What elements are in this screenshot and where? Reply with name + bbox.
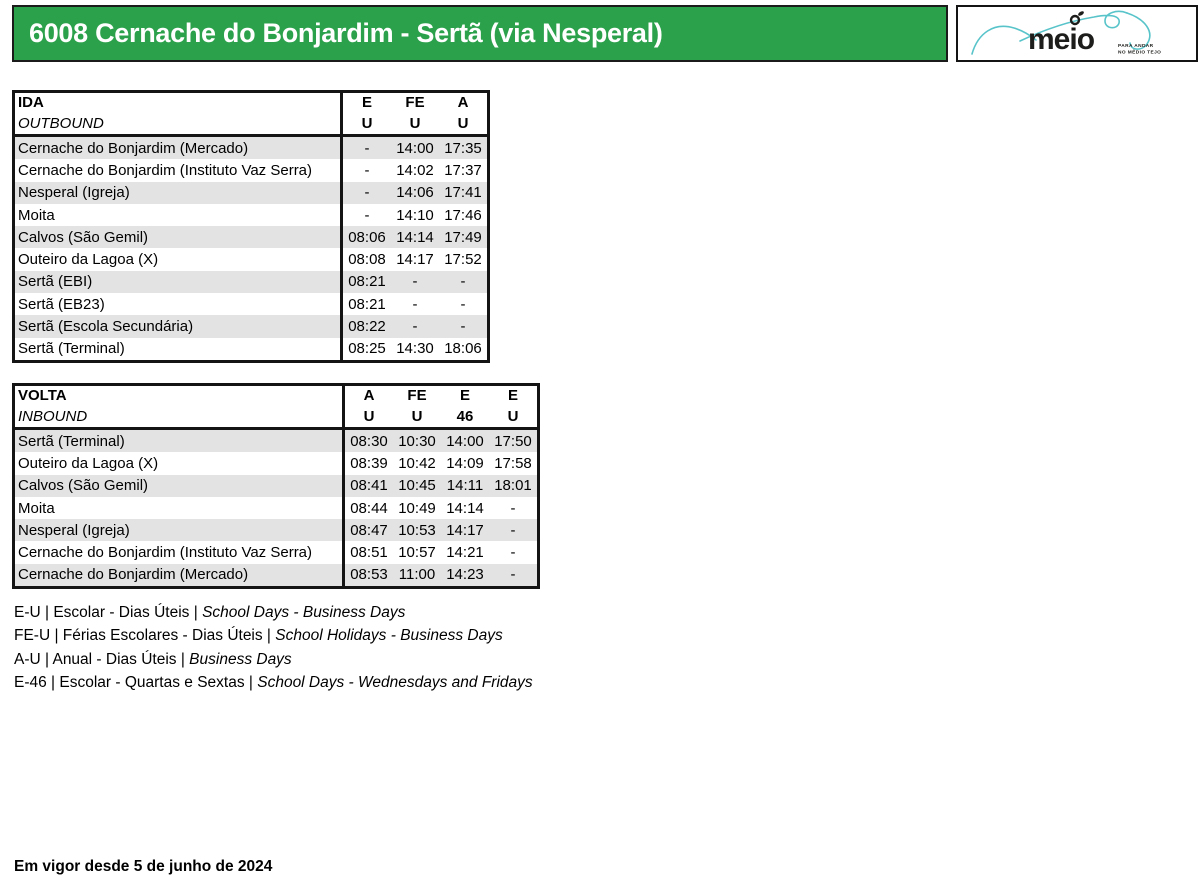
timetable-row <box>15 338 487 360</box>
time-cell: 17:46 <box>444 206 482 224</box>
timetable-row <box>15 541 537 563</box>
time-cell: 17:52 <box>444 251 482 269</box>
stop-name-cell: Cernache do Bonjardim (Mercado) <box>15 137 343 159</box>
time-cell: 10:57 <box>398 544 436 562</box>
time-cell: 17:50 <box>494 432 532 450</box>
timetable-row <box>15 159 487 181</box>
timetable-row <box>15 182 487 204</box>
service-code-cell: A U <box>363 387 375 425</box>
outbound-subtitle: OUTBOUND <box>18 114 104 132</box>
stop-name-cell: Calvos (São Gemil) <box>15 475 345 497</box>
timetable-row <box>15 271 487 293</box>
meio-logo-icon <box>958 7 1196 60</box>
time-cell: 18:01 <box>494 477 532 495</box>
time-cell: 10:42 <box>398 454 436 472</box>
stop-name-cell: Sertã (Terminal) <box>15 338 343 360</box>
legend-line <box>14 624 533 647</box>
stop-name-cell: Outeiro da Lagoa (X) <box>15 452 345 474</box>
time-cell: 17:49 <box>444 228 482 246</box>
service-code-cell: FE U <box>407 387 427 425</box>
time-cell: 14:21 <box>446 544 484 562</box>
time-cell: 08:41 <box>350 477 388 495</box>
outbound-table <box>12 90 490 363</box>
time-cell: - <box>510 544 516 562</box>
time-cell: 08:51 <box>350 544 388 562</box>
time-cell: - <box>412 273 418 291</box>
timetable-row <box>15 519 537 541</box>
route-title: 6008 Cernache do Bonjardim - Sertã (via Nesperal) <box>29 18 663 48</box>
time-cell: 08:08 <box>348 251 386 269</box>
timetable-row <box>15 475 537 497</box>
service-code-cell: E 46 <box>456 387 474 425</box>
stop-name-cell: Cernache do Bonjardim (Instituto Vaz Serra) <box>15 159 343 181</box>
inbound-title: VOLTA <box>18 387 67 404</box>
time-cell: - <box>412 295 418 313</box>
time-cell: 08:21 <box>348 295 386 313</box>
time-cell: 08:25 <box>348 340 386 358</box>
stop-name-cell: Moita <box>15 497 345 519</box>
inbound-table-body <box>15 430 537 586</box>
time-cell: 14:17 <box>446 521 484 539</box>
logo-tagline-line1: PARA ANDAR <box>1118 44 1154 49</box>
time-cell: 14:30 <box>396 340 434 358</box>
time-cell: 11:00 <box>398 566 436 584</box>
time-cell: 08:21 <box>348 273 386 291</box>
time-cell: 17:35 <box>444 139 482 157</box>
inbound-subtitle: INBOUND <box>18 407 88 425</box>
service-code-cell: E U <box>361 94 373 132</box>
stop-name-cell: Sertã (EB23) <box>15 293 343 315</box>
time-cell: 08:47 <box>350 521 388 539</box>
time-cell: 14:09 <box>446 454 484 472</box>
time-cell: - <box>364 139 370 157</box>
timetable-row <box>15 315 487 337</box>
stop-name-cell: Sertã (Terminal) <box>15 430 345 452</box>
time-cell: 10:53 <box>398 521 436 539</box>
outbound-table-header <box>15 93 487 137</box>
legend-line <box>14 648 533 671</box>
stop-name-cell: Sertã (Escola Secundária) <box>15 315 343 337</box>
time-cell: 14:14 <box>396 228 434 246</box>
timetable-row <box>15 564 537 586</box>
time-cell: - <box>460 295 466 313</box>
inbound-table <box>12 383 540 589</box>
time-cell: 14:00 <box>396 139 434 157</box>
stop-name-cell: Moita <box>15 204 343 226</box>
stop-name-cell: Outeiro da Lagoa (X) <box>15 248 343 270</box>
operator-logo-box <box>956 5 1198 62</box>
logo-leaf-icon <box>1077 10 1084 16</box>
legend-text-en: School Days - Wednesdays and Fridays <box>257 673 533 691</box>
legend-text-pt: E-46 | Escolar - Quartas e Sextas | <box>14 673 258 691</box>
timetable-row <box>15 452 537 474</box>
time-cell: - <box>412 318 418 336</box>
inbound-table-header <box>15 386 537 430</box>
time-cell: 08:39 <box>350 454 388 472</box>
time-cell: 08:30 <box>350 432 388 450</box>
time-cell: 08:22 <box>348 318 386 336</box>
effective-date: Em vigor desde 5 de junho de 2024 <box>14 858 273 875</box>
outbound-title-cell <box>15 93 343 134</box>
timetable-row <box>15 204 487 226</box>
time-cell: - <box>364 206 370 224</box>
time-cell: - <box>364 184 370 202</box>
time-cell: - <box>364 161 370 179</box>
legend-line <box>14 671 533 694</box>
service-code-cell: A U <box>457 94 469 132</box>
route-header-bar <box>12 5 948 62</box>
outbound-table-body <box>15 137 487 360</box>
timetable-row <box>15 293 487 315</box>
logo-word: meio <box>1028 23 1095 56</box>
stop-name-cell: Calvos (São Gemil) <box>15 226 343 248</box>
time-cell: 14:06 <box>396 184 434 202</box>
outbound-title: IDA <box>18 94 44 111</box>
time-cell: - <box>510 499 516 517</box>
time-cell: 10:30 <box>398 432 436 450</box>
stop-name-cell: Sertã (EBI) <box>15 271 343 293</box>
stop-name-cell: Nesperal (Igreja) <box>15 182 343 204</box>
timetable-row <box>15 430 537 452</box>
time-cell: 14:10 <box>396 206 434 224</box>
legend-line <box>14 601 533 624</box>
time-cell: 17:37 <box>444 161 482 179</box>
time-cell: 10:49 <box>398 499 436 517</box>
timetable-row <box>15 497 537 519</box>
time-cell: - <box>510 566 516 584</box>
legend-text-pt: FE-U | Férias Escolares - Dias Úteis | <box>14 627 276 645</box>
time-cell: 14:23 <box>446 566 484 584</box>
logo-tagline-line2: NO MÉDIO TEJO <box>1118 50 1162 56</box>
time-cell: 14:17 <box>396 251 434 269</box>
time-cell: 18:06 <box>444 340 482 358</box>
time-cell: 14:14 <box>446 499 484 517</box>
legend-text-pt: E-U | Escolar - Dias Úteis | <box>14 604 203 621</box>
time-cell: - <box>460 318 466 336</box>
timetable-row <box>15 137 487 159</box>
inbound-title-cell <box>15 386 345 427</box>
time-cell: 14:02 <box>396 161 434 179</box>
legend-text-pt: A-U | Anual - Dias Úteis | <box>14 650 190 668</box>
time-cell: 10:45 <box>398 477 436 495</box>
legend-text-en: School Holidays - Business Days <box>275 627 503 645</box>
legend-text-en: Business Days <box>189 650 292 668</box>
time-cell: 14:11 <box>446 477 484 495</box>
timetable-row <box>15 248 487 270</box>
stop-name-cell: Cernache do Bonjardim (Instituto Vaz Serra) <box>15 541 345 563</box>
service-code-cell: FE U <box>405 94 425 132</box>
time-cell: 17:58 <box>494 454 532 472</box>
time-cell: 08:53 <box>350 566 388 584</box>
time-cell: - <box>510 521 516 539</box>
stop-name-cell: Cernache do Bonjardim (Mercado) <box>15 564 345 586</box>
stop-name-cell: Nesperal (Igreja) <box>15 519 345 541</box>
time-cell: 17:41 <box>444 184 482 202</box>
service-code-cell: E U <box>507 387 519 425</box>
time-cell: 08:44 <box>350 499 388 517</box>
time-cell: - <box>460 273 466 291</box>
time-cell: 08:06 <box>348 228 386 246</box>
legend-text-en: School Days - Business Days <box>202 604 406 621</box>
time-cell: 14:00 <box>446 432 484 450</box>
timetable-row <box>15 226 487 248</box>
legend <box>14 601 533 694</box>
